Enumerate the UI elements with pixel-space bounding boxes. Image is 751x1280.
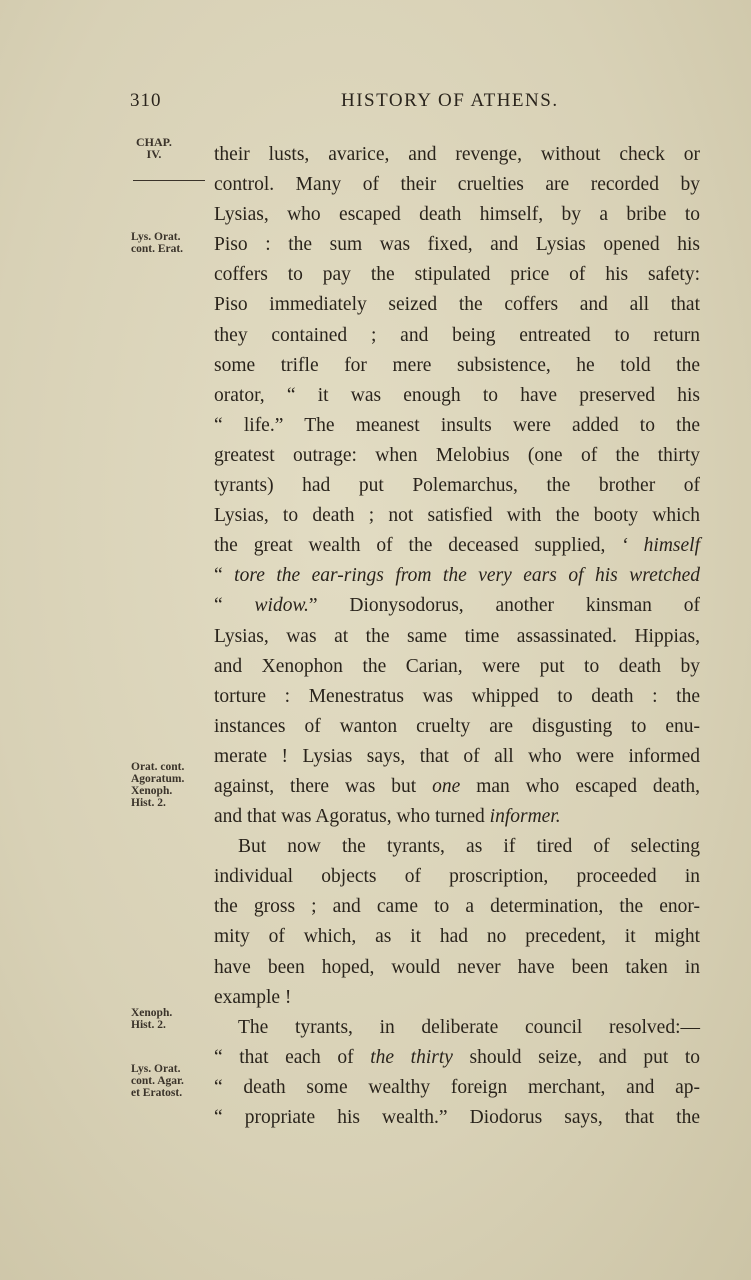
text-line: they contained ; and being entreated to return xyxy=(214,324,700,346)
text-line: and Xenophon the Carian, were put to death by xyxy=(214,655,700,677)
text-segment: the great wealth of the deceased supplied, xyxy=(214,535,622,557)
quote-mark: “ xyxy=(214,595,255,617)
text-line: Lysias, was at the same time assassinated. Hippias, xyxy=(214,625,700,647)
text-line: merate ! Lysias says, that of all who were informed xyxy=(214,745,700,767)
italic-segment: informer. xyxy=(489,806,561,828)
text-line: control. Many of their cruelties are recorded by xyxy=(214,174,700,196)
text-line xyxy=(214,802,700,832)
text-line: example ! xyxy=(214,986,292,1008)
margin-note-lys-orat-cont-erat: Lys. Orat. cont. Erat. xyxy=(131,231,184,255)
text-line xyxy=(214,591,700,621)
text-line: Lysias, to death ; not satisfied with the booty which xyxy=(214,505,700,527)
text-line: have been hoped, would never have been taken in xyxy=(214,956,700,978)
italic-segment: widow. xyxy=(254,595,309,617)
text-line: Piso immediately seized the coffers and all that xyxy=(214,294,700,316)
italic-segment: one xyxy=(432,775,461,797)
text-line: The tyrants, in deliberate council resolved:— xyxy=(238,1016,700,1038)
margin-note-xenoph-hist: Xenoph. Hist. 2. xyxy=(131,1007,173,1031)
text-line xyxy=(214,772,700,802)
text-line: some trifle for mere subsistence, he told the xyxy=(214,354,700,376)
text-line: “ life.” The meanest insults were added to the xyxy=(214,414,700,436)
text-line: the gross ; and came to a determination, the enor- xyxy=(214,896,700,918)
text-segment: man who escaped death, xyxy=(460,775,701,797)
quote-mark: “ xyxy=(214,565,235,587)
text-line: torture : Menestratus was whipped to death : the xyxy=(214,685,700,707)
chapter-rule xyxy=(133,180,205,181)
text-line: individual objects of proscription, proceeded in xyxy=(214,866,700,888)
text-line: Piso : the sum was fixed, and Lysias opened his xyxy=(214,234,700,256)
page-number: 310 xyxy=(130,90,162,111)
text-line: mity of which, as it had no precedent, it might xyxy=(214,926,700,948)
text-line xyxy=(214,531,700,561)
text-line xyxy=(214,1043,700,1073)
text-segment: and that was Agoratus, who turned xyxy=(214,806,490,828)
text-line: greatest outrage: when Melobius (one of the thirty xyxy=(214,444,700,466)
text-segment: ” Dionysodorus, another kinsman of xyxy=(308,595,701,617)
italic-segment: the thirty xyxy=(370,1046,453,1068)
body-text xyxy=(214,140,700,1133)
text-line: But now the tyrants, as if tired of selecting xyxy=(238,836,700,858)
text-segment: should seize, and put to xyxy=(452,1046,700,1068)
text-line: Lysias, who escaped death himself, by a bribe to xyxy=(214,204,700,226)
margin-note-chapter: CHAP. IV. xyxy=(136,135,172,161)
running-head: HISTORY OF ATHENS. xyxy=(341,90,559,111)
page-header xyxy=(0,88,751,118)
text-line: orator, “ it was enough to have preserved his xyxy=(214,384,700,406)
text-line: coffers to pay the stipulated price of his safety: xyxy=(214,264,700,286)
text-line: instances of wanton cruelty are disgusting to enu- xyxy=(214,715,700,737)
text-line: “ death some wealthy foreign merchant, and ap- xyxy=(214,1076,700,1098)
text-line: their lusts, avarice, and revenge, without check or xyxy=(214,144,700,165)
text-segment: against, there was but xyxy=(214,775,433,797)
italic-segment: tore the ear-rings from the very ears of his wretched xyxy=(234,565,700,587)
text-line: “ propriate his wealth.” Diodorus says, that the xyxy=(214,1107,700,1128)
text-line xyxy=(214,561,700,591)
margin-note-orat-cont-agoratum: Orat. cont. Agoratum. Xenoph. Hist. 2. xyxy=(131,761,185,809)
text-segment: “ that each of xyxy=(214,1046,371,1068)
italic-segment: ‘ himself xyxy=(621,535,700,557)
text-line: tyrants) had put Polemarchus, the brother of xyxy=(214,475,700,497)
margin-note-lys-orat-cont-agar: Lys. Orat. cont. Agar. et Eratost. xyxy=(131,1063,184,1099)
